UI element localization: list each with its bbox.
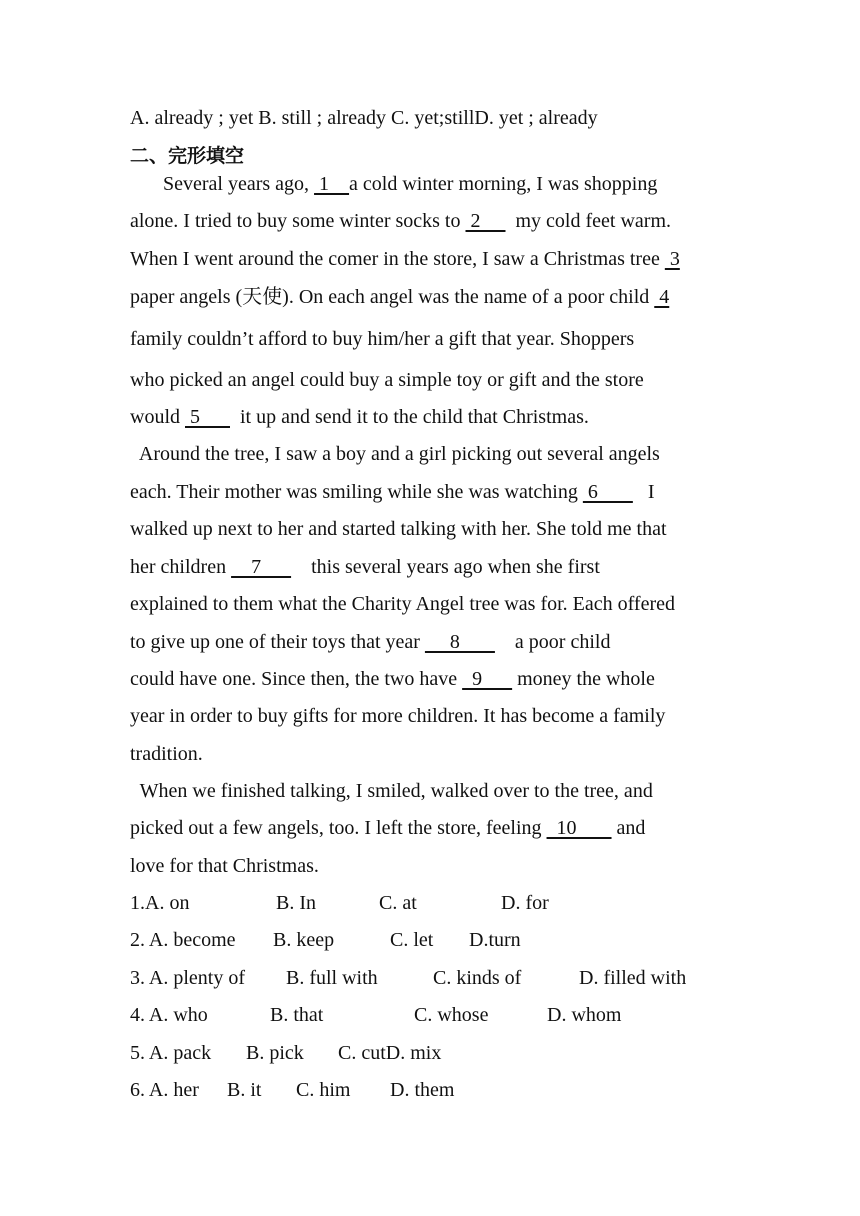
- passage-line-11: her children 7 this several years ago when she first: [130, 556, 600, 578]
- question-2-option-a: 2. A. become: [130, 929, 236, 951]
- question-5-option-c: C. cutD. mix: [338, 1042, 442, 1064]
- blank-2: 2: [465, 210, 506, 232]
- passage-line-18: picked out a few angels, too. I left the store, feeling 10 and: [130, 817, 646, 839]
- blank-7: 7: [231, 556, 292, 578]
- blank-4: 4: [654, 286, 670, 308]
- passage-line-10: walked up next to her and started talking with her. She told me that: [130, 518, 667, 540]
- blank-10: 10: [546, 817, 612, 839]
- question-5-option-b: B. pick: [246, 1042, 304, 1064]
- blank-5: 5: [185, 406, 230, 428]
- question-1-option-c: C. at: [379, 892, 417, 914]
- passage-line-1: Several years ago, 1 a cold winter morning, I was shopping: [163, 173, 658, 195]
- question-6-option-b: B. it: [227, 1079, 262, 1101]
- question-6-option-a: 6. A. her: [130, 1079, 199, 1101]
- question-1-option-d: D. for: [501, 892, 549, 914]
- question-3-option-a: 3. A. plenty of: [130, 967, 245, 989]
- passage-line-16: tradition.: [130, 743, 203, 765]
- question-2-option-d: D.turn: [469, 929, 521, 951]
- question-4-option-d: D. whom: [547, 1004, 622, 1026]
- question-3-option-d: D. filled with: [579, 967, 687, 989]
- blank-1: 1: [314, 173, 350, 195]
- question-6-option-c: C. him: [296, 1079, 351, 1101]
- question-3-option-b: B. full with: [286, 967, 378, 989]
- question-4-option-a: 4. A. who: [130, 1004, 208, 1026]
- passage-line-5: family couldn’t afford to buy him/her a gift that year. Shoppers: [130, 328, 635, 350]
- passage-line-13: to give up one of their toys that year 8 a poor child: [130, 631, 611, 653]
- passage-line-3: When I went around the comer in the store, I saw a Christmas tree 3: [130, 248, 680, 270]
- question-3-option-c: C. kinds of: [433, 967, 522, 989]
- passage-line-2: alone. I tried to buy some winter socks to 2 my cold feet warm.: [130, 210, 671, 232]
- passage-line-8: Around the tree, I saw a boy and a girl picking out several angels: [130, 443, 660, 465]
- previous-question-options: A. already ; yet B. still ; already C. yet;stillD. yet ; already: [130, 107, 598, 129]
- passage-line-12: explained to them what the Charity Angel tree was for. Each offered: [130, 593, 675, 615]
- question-5-option-a: 5. A. pack: [130, 1042, 212, 1064]
- blank-8: 8: [424, 631, 495, 653]
- passage-line-9: each. Their mother was smiling while she was watching 6 I: [130, 481, 655, 503]
- question-1-option-b: B. In: [276, 892, 316, 914]
- passage-line-7: would 5 it up and send it to the child that Christmas.: [130, 406, 589, 428]
- question-2-option-b: B. keep: [273, 929, 335, 951]
- passage-line-6: who picked an angel could buy a simple toy or gift and the store: [130, 369, 644, 391]
- passage-line-15: year in order to buy gifts for more children. It has become a family: [130, 705, 666, 727]
- blank-6: 6: [582, 481, 633, 503]
- passage-line-4: paper angels (天使). On each angel was the name of a poor child 4: [130, 286, 670, 308]
- question-4-option-b: B. that: [270, 1004, 324, 1026]
- blank-3: 3: [664, 248, 680, 270]
- passage-line-17: When we finished talking, I smiled, walked over to the tree, and: [130, 780, 653, 802]
- blank-9: 9: [462, 668, 513, 690]
- passage-line-14: could have one. Since then, the two have 9 money the whole: [130, 668, 655, 690]
- passage-line-19: love for that Christmas.: [130, 855, 319, 877]
- question-2-option-c: C. let: [390, 929, 434, 951]
- question-6-option-d: D. them: [390, 1079, 455, 1101]
- section-heading: 二、完形填空: [130, 145, 245, 167]
- question-1-option-a: 1.A. on: [130, 892, 190, 914]
- question-4-option-c: C. whose: [414, 1004, 489, 1026]
